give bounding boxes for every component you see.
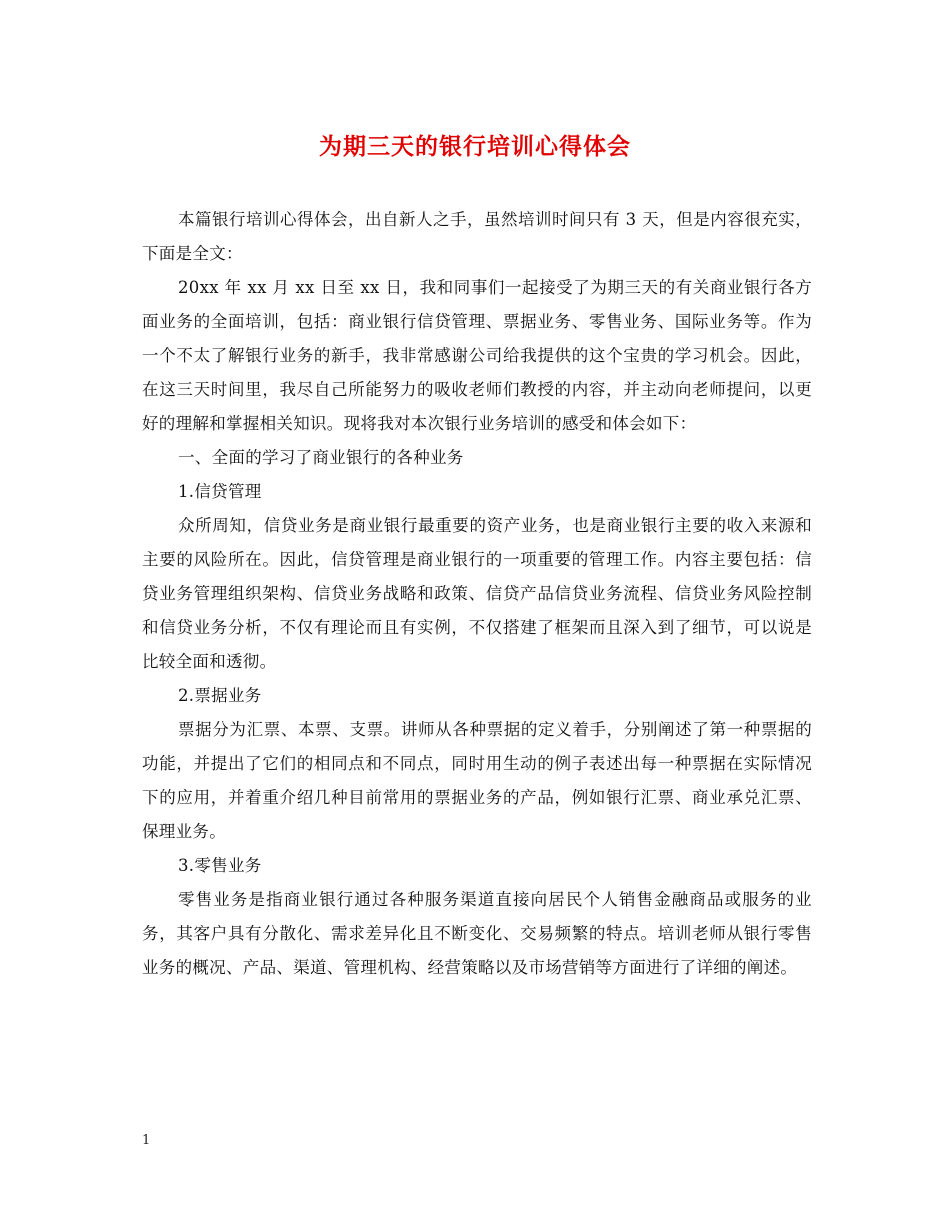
section-heading: 一、全面的学习了商业银行的各种业务 — [178, 448, 464, 467]
paragraph-retail: 零售业务是指商业银行通过各种服务渠道直接向居民个人销售金融商品或服务的业务，其客户具有分散化、需求差异化且不断变化、交易频繁的特点。培训老师从银行零售业务的概况、产品、渠道、管理机构、经营策略以及市场营销等方面进行了详细的阐述。 — [142, 890, 812, 977]
subsection-heading-bills: 2.票据业务 — [178, 686, 262, 705]
subsection-heading-retail: 3.零售业务 — [178, 856, 262, 875]
paragraph-intro: 本篇银行培训心得体会，出自新人之手，虽然培训时间只有 3 天，但是内容很充实，下面是全文： — [142, 210, 812, 263]
paragraph-credit: 众所周知，信贷业务是商业银行最重要的资产业务，也是商业银行主要的收入来源和主要的风险所在。因此，信贷管理是商业银行的一项重要的管理工作。内容主要包括：信贷业务管理组织架构、信贷业务战略和政策、信贷产品信贷业务流程、信贷业务风险控制和信贷业务分析，不仅有理论而且有实例，不仅搭建了框架而且深入到了细节，可以说是比较全面和透彻。 — [142, 516, 812, 671]
document-title: 为期三天的银行培训心得体会 — [319, 133, 631, 160]
document-body — [142, 203, 812, 985]
paragraph-overview: 20xx 年 xx 月 xx 日至 xx 日，我和同事们一起接受了为期三天的有关商业银行各方面业务的全面培训，包括：商业银行信贷管理、票据业务、零售业务、国际业务等。作为一个不太了解银行业务的新手，我非常感谢公司给我提供的这个宝贵的学习机会。因此，在这三天时间里，我尽自己所能努力的吸收老师们教授的内容，并主动向老师提问，以更好的理解和掌握相关知识。现将我对本次银行业务培训的感受和体会如下： — [142, 278, 812, 433]
paragraph-bills: 票据分为汇票、本票、支票。讲师从各种票据的定义着手，分别阐述了第一种票据的功能，并提出了它们的相同点和不同点，同时用生动的例子表述出每一种票据在实际情况下的应用，并着重介绍几种目前常用的票据业务的产品，例如银行汇票、商业承兑汇票、保理业务。 — [142, 720, 812, 841]
subsection-heading-credit: 1.信贷管理 — [178, 482, 262, 501]
page-number: 1 — [142, 1133, 151, 1148]
